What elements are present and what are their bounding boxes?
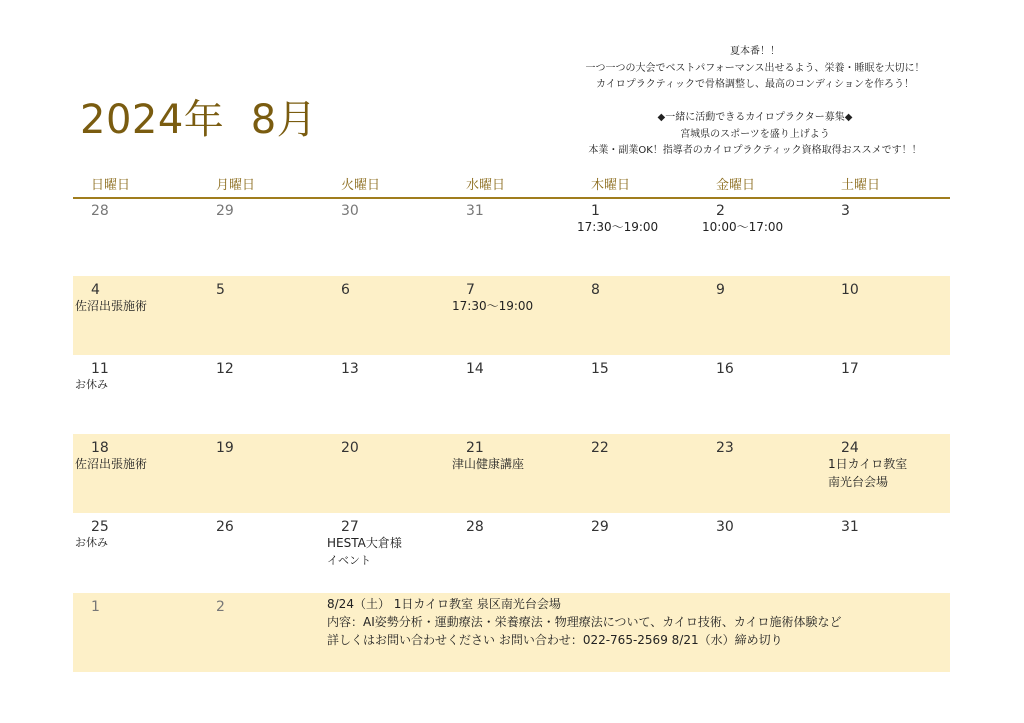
- calendar-day: [73, 593, 198, 672]
- day-number: 2: [716, 203, 725, 219]
- day-number: 28: [91, 203, 109, 219]
- day-number: 31: [466, 203, 484, 219]
- day-number: 1: [91, 599, 100, 615]
- day-note: HESTA大倉様: [327, 536, 402, 550]
- event-info: [327, 595, 842, 649]
- day-number: 29: [591, 519, 609, 535]
- day-number: 17: [841, 361, 859, 377]
- weekday-tue: 火曜日: [341, 178, 381, 193]
- day-number: 25: [91, 519, 109, 535]
- notice-line: 一つ一つの大会でベストパフォーマンス出せるよう、栄養・睡眠を大切に！: [585, 62, 925, 74]
- day-number: 27: [341, 519, 359, 535]
- calendar-week: [73, 513, 950, 592]
- day-number: 4: [91, 282, 100, 298]
- day-number: 21: [466, 440, 484, 456]
- day-number: 26: [216, 519, 234, 535]
- event-info-line: 詳しくはお問い合わせください お問い合わせ：022-765-2569 8/21（水）締め切り: [327, 633, 783, 647]
- day-number: 11: [91, 361, 109, 377]
- notice-line: 本業・副業OK！指導者のカイロプラクティック資格取得おススメです！！: [588, 145, 922, 156]
- day-number: 30: [341, 203, 359, 219]
- day-number: 16: [716, 361, 734, 377]
- day-number: 20: [341, 440, 359, 456]
- day-note: 津山健康講座: [452, 457, 525, 471]
- notice-spacer: [560, 94, 950, 111]
- day-number: 6: [341, 282, 350, 298]
- weekday-fri: 金曜日: [716, 178, 756, 193]
- day-note: イベント: [327, 554, 371, 567]
- day-number: 15: [591, 361, 609, 377]
- weekday-sat: 土曜日: [841, 178, 881, 193]
- day-number: 19: [216, 440, 234, 456]
- day-note: 17:30～19:00: [452, 299, 534, 313]
- day-note: お休み: [75, 378, 108, 391]
- notice-line: 宮城県のスポーツを盛り上げよう: [680, 128, 830, 140]
- day-note: 南光台会場: [828, 475, 889, 489]
- weekday-header: [73, 172, 950, 199]
- day-number: 28: [466, 519, 484, 535]
- day-number: 24: [841, 440, 859, 456]
- day-number: 8: [591, 282, 600, 298]
- day-number: 30: [716, 519, 734, 535]
- notice-line: ◆一緒に活動できるカイロプラクター募集◆: [657, 112, 853, 123]
- day-number: 13: [341, 361, 359, 377]
- calendar-week: [73, 276, 950, 355]
- day-note: お休み: [75, 536, 108, 549]
- day-number: 29: [216, 203, 234, 219]
- event-info-line: 内容：AI姿勢分析・運動療法・栄養療法・物理療法について、カイロ技術、カイロ施術体験など: [327, 615, 842, 629]
- weekday-wed: 水曜日: [466, 178, 506, 193]
- day-number: 31: [841, 519, 859, 535]
- day-number: 2: [216, 599, 225, 615]
- day-note: 1日カイロ教室: [828, 457, 908, 471]
- calendar-day: [198, 593, 323, 672]
- weekday-thu: 木曜日: [591, 178, 631, 193]
- calendar-week: [73, 434, 950, 513]
- day-number: 10: [841, 282, 859, 298]
- day-number: 18: [91, 440, 109, 456]
- day-number: 9: [716, 282, 725, 298]
- notice-block: [560, 44, 950, 160]
- page-title: 2024年 8月: [80, 97, 318, 143]
- day-number: 7: [466, 282, 475, 298]
- day-number: 3: [841, 203, 850, 219]
- day-number: 14: [466, 361, 484, 377]
- weekday-mon: 月曜日: [216, 178, 256, 193]
- day-number: 5: [216, 282, 225, 298]
- day-number: 23: [716, 440, 734, 456]
- event-info-line: 8/24（土） 1日カイロ教室 泉区南光台会場: [327, 597, 561, 611]
- day-number: 1: [591, 203, 600, 219]
- day-note: 17:30～19:00: [577, 220, 659, 234]
- day-number: 12: [216, 361, 234, 377]
- notice-line: カイロプラクティックで骨格調整し、最高のコンディションを作ろう！: [596, 79, 914, 90]
- calendar-week: [73, 197, 950, 276]
- day-number: 22: [591, 440, 609, 456]
- notice-line: 夏本番！！: [730, 46, 780, 57]
- day-note: 10:00～17:00: [702, 220, 784, 234]
- weekday-sun: 日曜日: [91, 178, 131, 193]
- day-note: 佐沼出張施術: [75, 457, 148, 471]
- calendar-week-last: [73, 593, 950, 672]
- calendar-week: [73, 355, 950, 434]
- day-note: 佐沼出張施術: [75, 299, 148, 313]
